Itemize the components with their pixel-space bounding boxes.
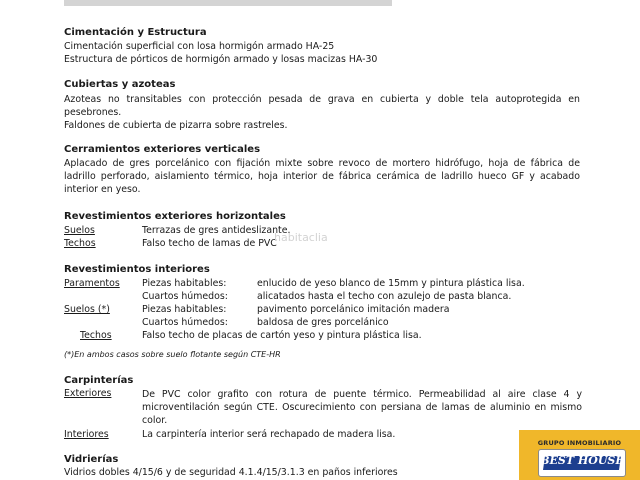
carp-interiores-value: La carpintería interior será rechapado de madera lisa. bbox=[142, 429, 396, 440]
carp-exteriores-text: De PVC color grafito con rotura de puente térmico. Permeabilidad al aire clase 4 y microventilación según CTE. Oscurecimiento con persiana de lamas de aluminio en mismo color. bbox=[142, 389, 582, 427]
rev-int-suelos-hab-value: pavimento porcelánico imitación madera bbox=[257, 304, 450, 315]
rev-int-param-hum-label: Cuartos húmedos: bbox=[142, 291, 228, 302]
logo-brand-text: BEST HOUSE bbox=[540, 454, 624, 467]
rev-int-suelos-hum-value: baldosa de gres porcelánico bbox=[257, 317, 389, 328]
section-title-cubiertas: Cubiertas y azoteas bbox=[64, 79, 176, 90]
section-title-rev-interiores: Revestimientos interiores bbox=[64, 264, 210, 275]
rev-int-suelos-label: Suelos (*) bbox=[64, 304, 110, 315]
logo-badge bbox=[538, 449, 626, 477]
watermark: habitaclia bbox=[274, 231, 328, 244]
carp-interiores-label: Interiores bbox=[64, 429, 109, 440]
rev-ext-suelos-value: Terrazas de gres antideslizante. bbox=[142, 225, 291, 236]
section-title-vidrierias: Vidrierías bbox=[64, 454, 119, 465]
carp-exteriores-label: Exteriores bbox=[64, 388, 112, 399]
rev-int-param-hum-value: alicatados hasta el techo con azulejo de pasta blanca. bbox=[257, 291, 512, 302]
rev-ext-suelos-label: Suelos bbox=[64, 225, 95, 236]
logo-group-text: GRUPO INMOBILIARIO bbox=[537, 439, 622, 447]
rev-int-suelos-hab-label: Piezas habitables: bbox=[142, 304, 227, 315]
cimentacion-line-2: Estructura de pórticos de hormigón armado y losas macizas HA-30 bbox=[64, 54, 378, 65]
rev-int-techos-value: Falso techo de placas de cartón yeso y pintura plástica lisa. bbox=[142, 330, 422, 341]
section-title-cerramientos: Cerramientos exteriores verticales bbox=[64, 144, 261, 155]
section-title-cimentacion: Cimentación y Estructura bbox=[64, 27, 207, 38]
rev-int-param-hab-label: Piezas habitables: bbox=[142, 278, 227, 289]
cubiertas-line-2: Faldones de cubierta de pizarra sobre rastreles. bbox=[64, 120, 288, 131]
vidrierias-line: Vidrios dobles 4/15/6 y de seguridad 4.1.4/15/3.1.3 en paños inferiores bbox=[64, 467, 398, 478]
section-title-rev-exteriores: Revestimientos exteriores horizontales bbox=[64, 211, 286, 222]
cimentacion-line-1: Cimentación superficial con losa hormigón armado HA-25 bbox=[64, 41, 335, 52]
section-title-carpinterias: Carpinterías bbox=[64, 375, 134, 386]
rev-int-suelos-hum-label: Cuartos húmedos: bbox=[142, 317, 228, 328]
best-house-logo bbox=[519, 430, 640, 480]
rev-int-footnote: (*)En ambos casos sobre suelo flotante según CTE-HR bbox=[64, 350, 281, 359]
cropped-heading-bar bbox=[64, 0, 392, 6]
rev-int-techos-label: Techos bbox=[80, 330, 112, 341]
rev-ext-techos-value: Falso techo de lamas de PVC bbox=[142, 238, 277, 249]
rev-int-paramentos-label: Paramentos bbox=[64, 278, 120, 289]
cubiertas-paragraph: Azoteas no transitables con protección pesada de grava en cubierta y doble tela autoprotegida en pesebrones. bbox=[64, 94, 580, 119]
cerramientos-paragraph: Aplacado de gres porcelánico con fijación mixte sobre revoco de mortero hidrófugo, hoja de fábrica de ladrillo perforado, aislamiento térmico, hoja interior de fábrica cerámica de ladrillo hueco GF y acabado interior en yeso. bbox=[64, 158, 580, 196]
rev-ext-techos-label: Techos bbox=[64, 238, 96, 249]
rev-int-param-hab-value: enlucido de yeso blanco de 15mm y pintura plástica lisa. bbox=[257, 278, 525, 289]
